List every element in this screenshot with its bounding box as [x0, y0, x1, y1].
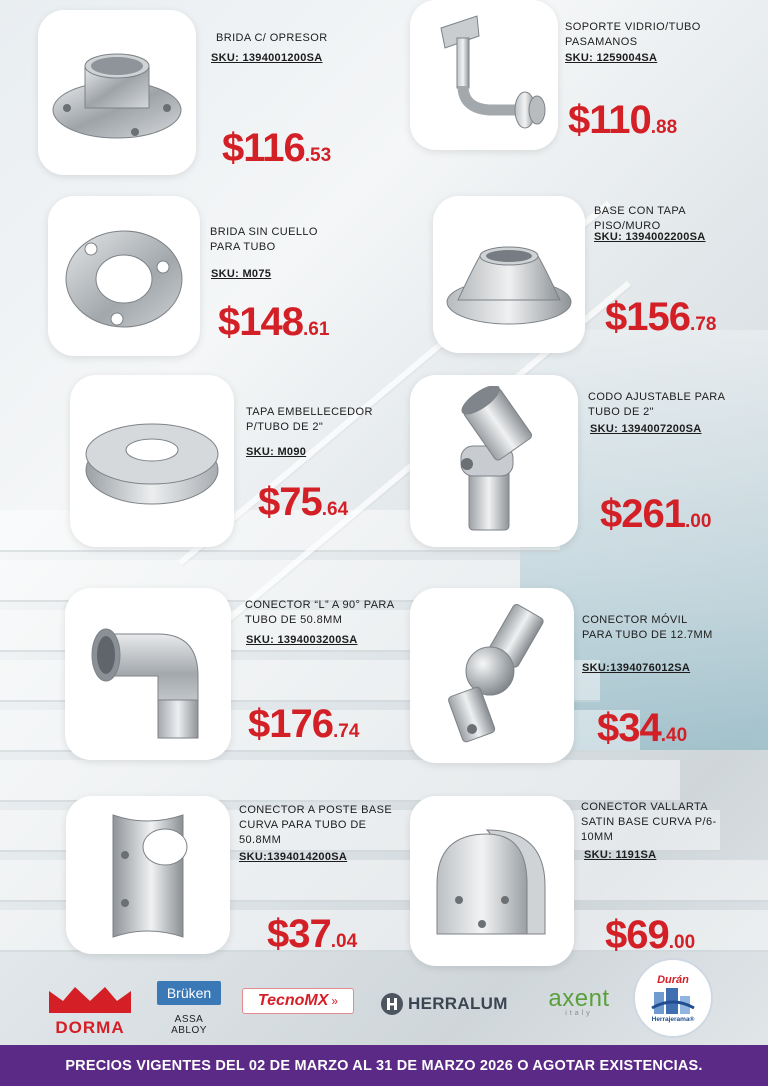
product-image-base-con-tapa	[433, 196, 585, 353]
product-name: BASE CON TAPA PISO/MURO	[594, 205, 687, 232]
product-image-tapa-embellecedor	[70, 375, 234, 547]
swivel-connector-icon	[432, 601, 552, 751]
product-name: CONECTOR A POSTE BASE CURVA PARA TUBO DE 50.8MM	[239, 804, 393, 846]
price-main: $69	[605, 913, 669, 957]
product-sku: SKU:1394014200SA	[239, 851, 348, 863]
elbow-connector-icon	[78, 604, 218, 744]
product-image-conector-vallarta	[410, 796, 574, 966]
product-sku: SKU: M090	[246, 446, 307, 458]
bruken-logo	[157, 981, 221, 1036]
product-price	[248, 702, 359, 747]
price-cents: .00	[684, 511, 712, 532]
glass-clamp-icon	[427, 816, 557, 946]
product-name: CODO AJUSTABLE PARA TUBO DE 2"	[588, 391, 726, 418]
tecnomx-arrows-icon: »	[331, 994, 339, 1008]
price-cents: .00	[668, 932, 696, 953]
price-cents: .61	[302, 319, 330, 340]
price-cents: .40	[660, 725, 688, 746]
duran-emblem-icon	[648, 986, 698, 1016]
product-name: TAPA EMBELLECEDOR P/TUBO DE 2"	[246, 406, 373, 433]
herralum-wordmark: HERRALUM	[408, 994, 508, 1013]
axent-subtitle: italy	[565, 1010, 593, 1017]
product-sku: SKU: M075	[211, 268, 272, 280]
brand-logos	[0, 955, 768, 1045]
price-cents: .04	[330, 931, 358, 952]
price-main: $75	[258, 480, 322, 524]
assa-abloy-wordmark: ASSA ABLOY	[171, 1014, 207, 1036]
adjustable-elbow-icon	[439, 386, 549, 536]
product-image-conector-poste	[66, 796, 230, 954]
product-price	[597, 706, 687, 751]
price-cents: .64	[321, 499, 349, 520]
product-image-codo-ajustable	[410, 375, 578, 547]
product-price	[605, 913, 695, 958]
tecnomx-wordmark: TecnoMX	[257, 992, 329, 1009]
product-sku: SKU: 1394001200SA	[211, 52, 323, 64]
post-connector-icon	[93, 805, 203, 945]
price-main: $116	[222, 126, 305, 170]
product-price	[605, 295, 716, 340]
flange-icon	[47, 38, 187, 148]
product-name: CONECTOR “L” A 90° PARA TUBO DE 50.8MM	[245, 599, 395, 626]
validity-footer: PRECIOS VIGENTES DEL 02 DE MARZO AL 31 DE MARZO 2026 O AGOTAR EXISTENCIAS.	[0, 1045, 768, 1086]
product-sku: SKU: 1394003200SA	[246, 634, 358, 646]
dorma-crown-icon	[45, 985, 135, 1015]
product-image-brida-opresor	[38, 10, 196, 175]
price-main: $148	[218, 300, 303, 344]
product-price	[568, 98, 677, 143]
duran-logo	[633, 958, 713, 1038]
price-cents: .53	[304, 145, 332, 166]
price-main: $261	[600, 492, 685, 536]
product-sku: SKU:1394076012SA	[582, 662, 691, 674]
product-price	[222, 126, 331, 171]
axent-wordmark: axent	[548, 985, 610, 1012]
product-sku: SKU: 1394002200SA	[594, 231, 706, 243]
price-main: $34	[597, 706, 661, 750]
product-sku: SKU: 1191SA	[584, 849, 657, 861]
price-main: $176	[248, 702, 333, 746]
product-name: CONECTOR MÓVIL PARA TUBO DE 12.7MM	[582, 614, 713, 641]
product-image-soporte-vidrio	[410, 0, 558, 150]
price-main: $156	[605, 295, 690, 339]
product-price	[258, 480, 348, 525]
herralum-emblem-icon	[380, 992, 404, 1016]
price-cents: .74	[332, 721, 360, 742]
product-image-brida-sin-cuello	[48, 196, 200, 356]
product-name: BRIDA SIN CUELLO PARA TUBO	[210, 226, 318, 253]
herralum-logo	[380, 992, 520, 1016]
price-cents: .88	[650, 117, 678, 138]
handrail-bracket-icon	[419, 10, 549, 140]
product-sku: SKU: 1394007200SA	[590, 423, 702, 435]
dorma-logo	[45, 985, 135, 1037]
price-main: $110	[568, 98, 651, 142]
product-image-conector-l	[65, 588, 231, 760]
product-name: CONECTOR VALLARTA SATIN BASE CURVA P/6- 10MM	[581, 801, 717, 843]
duran-subtitle: Herrajerama®	[651, 1015, 695, 1023]
duran-wordmark: Durán	[657, 973, 689, 986]
tecnomx-logo	[242, 988, 354, 1014]
price-main: $37	[267, 912, 331, 956]
price-cents: .78	[689, 314, 717, 335]
cover-plate-icon	[79, 406, 225, 516]
axent-logo	[536, 985, 622, 1017]
product-image-conector-movil	[410, 588, 574, 763]
product-price	[267, 912, 357, 957]
product-name: SOPORTE VIDRIO/TUBO PASAMANOS	[565, 21, 701, 48]
product-sku: SKU: 1259004SA	[565, 52, 658, 64]
base-cap-icon	[442, 220, 576, 330]
product-price	[600, 492, 711, 537]
bruken-wordmark: Brüken	[157, 981, 221, 1005]
product-price	[218, 300, 329, 345]
dorma-wordmark: DORMA	[55, 1018, 125, 1037]
flat-flange-icon	[59, 221, 189, 331]
product-name: BRIDA C/ OPRESOR	[216, 32, 328, 44]
